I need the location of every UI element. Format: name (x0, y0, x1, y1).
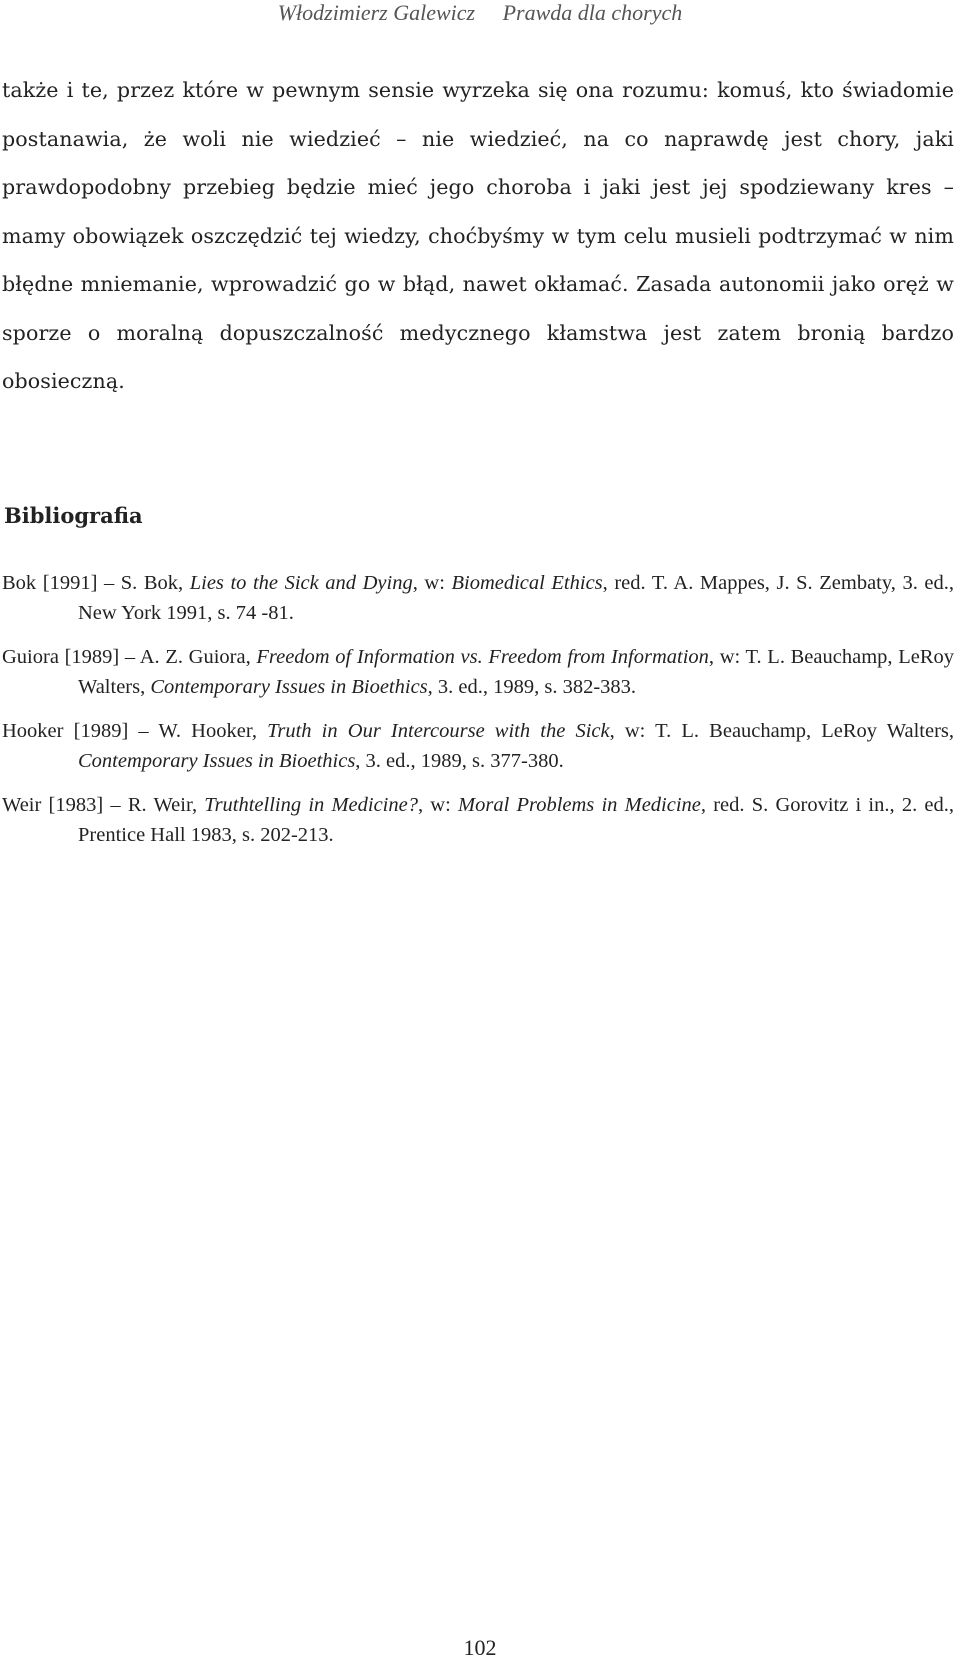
entry-suffix: , 3. ed., 1989, s. 382-383. (427, 676, 637, 698)
entry-title: Truth in Our Intercourse with the Sick (267, 720, 610, 742)
entry-prefix: Hooker [1989] – W. Hooker, (2, 720, 268, 742)
body-paragraph: także i te, przez które w pewnym sensie wyrzeka się ona rozumu: komuś, kto świadomie postanawia, że woli nie wiedzieć – nie wiedzieć, na co naprawdę jest chory, jaki prawdopodobny przebieg będzie mieć jego choroba i jaki jest jej spodziewany kres – mamy obowiązek oszczędzić tej wiedzy, choćbyśmy w tym celu musieli podtrzymać w nim błędne mniemanie, wprowadzić go w błąd, nawet okłamać. Zasada autonomii jako oręż w sporze o moralną dopuszczalność medycznego kłamstwa jest zatem bronią bardzo obosieczną. (2, 78, 954, 393)
entry-prefix: Bok [1991] – S. Bok, (2, 572, 190, 594)
entry-suffix: , 3. ed., 1989, s. 377-380. (355, 750, 564, 772)
bibliography-entry-guiora (2, 642, 954, 702)
entry-suffix: , red. S. Gorovitz i in., 2. ed., Prentice Hall 1983, s. 202-213. (78, 794, 954, 846)
entry-title: Lies to the Sick and Dying (189, 572, 413, 594)
entry-container: Biomedical Ethics (451, 572, 603, 594)
entry-mid: , w: T. L. Beauchamp, LeRoy Walters, (609, 720, 954, 742)
entry-mid: , w: (417, 794, 459, 816)
bibliography-entry-weir (2, 790, 954, 850)
page-number: 102 (463, 1635, 497, 1660)
entry-title: Freedom of Information vs. Freedom from Information (256, 646, 709, 668)
bibliography-entry-bok (2, 568, 954, 628)
entry-prefix: Guiora [1989] – A. Z. Guiora, (2, 646, 257, 668)
entry-title: Truthtelling in Medicine? (204, 794, 418, 816)
bibliography-heading: Bibliografia (4, 503, 143, 528)
bibliography-entry-hooker (2, 716, 954, 776)
entry-mid: , w: (412, 572, 452, 594)
entry-mid: , w: T. L. Beauchamp, LeRoy Walters, (78, 646, 954, 698)
header-author: Włodzimierz Galewicz (277, 0, 476, 25)
bibliography-list (2, 568, 954, 864)
entry-container: Contemporary Issues in Bioethics (78, 750, 356, 772)
entry-suffix: , red. T. A. Mappes, J. S. Zembaty, 3. ed., New York 1991, s. 74 -81. (78, 572, 955, 624)
running-header (0, 0, 960, 30)
entry-container: Moral Problems in Medicine (458, 794, 701, 816)
entry-container: Contemporary Issues in Bioethics (150, 676, 428, 698)
entry-prefix: Weir [1983] – R. Weir, (2, 794, 205, 816)
header-title: Prawda dla chorych (502, 0, 683, 25)
